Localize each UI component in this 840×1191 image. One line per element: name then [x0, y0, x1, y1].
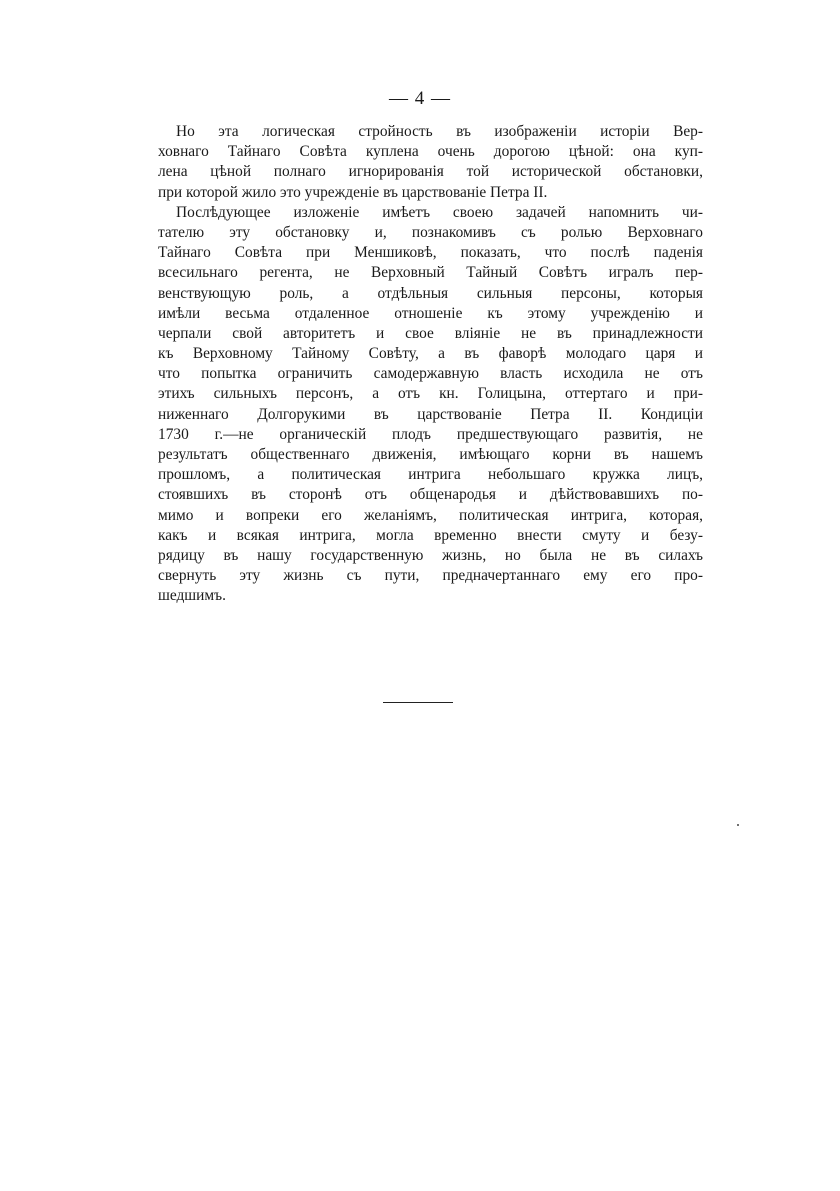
text-line: стоявшихъ въ сторонѣ отъ общенародья и дѣйствовавшихъ по-: [158, 486, 703, 504]
text-line: результатъ общественнаго движенія, имѣющаго корни въ нашемъ: [158, 446, 703, 463]
end-rule: [383, 702, 453, 703]
text-line: тателю эту обстановку и, познакомивъ съ ролью Верховнаго: [158, 223, 703, 241]
text-line: всесильнаго регента, не Верховный Тайный Совѣтъ игралъ пер-: [158, 264, 703, 282]
text-line: черпали свой авторитетъ и свое вліяніе не въ принадлежности: [158, 324, 703, 342]
scan-speck: [737, 824, 739, 826]
paragraph-2: [158, 203, 703, 607]
text-line: при которой жило это учрежденіе въ царствованіе Петра II.: [158, 183, 548, 201]
text-line: этихъ сильныхъ персонъ, а отъ кн. Голицына, оттертаго и при-: [158, 385, 703, 403]
text-line: имѣли весьма отдаленное отношеніе къ этому учрежденію и: [158, 304, 703, 322]
text-line: 1730 г.—не органическій плодъ предшествующаго развитія, не: [158, 425, 703, 443]
text-line: прошломъ, а политическая интрига небольшаго кружка лицъ,: [158, 466, 703, 484]
page-number: — 4 —: [389, 88, 451, 109]
text-line: какъ и всякая интрига, могла временно внести смуту и безу-: [158, 526, 703, 544]
body-text: [158, 122, 703, 607]
text-line: свернуть эту жизнь съ пути, предначертаннаго ему его про-: [158, 567, 703, 585]
text-line: Но эта логическая стройность въ изображеніи исторіи Вер-: [176, 123, 703, 140]
text-line: къ Верховному Тайному Совѣту, а въ фаворѣ молодаго царя и: [158, 345, 703, 363]
text-line: ниженнаго Долгорукими въ царствованіе Петра II. Кондиціи: [158, 405, 703, 423]
text-line: шедшимъ.: [158, 587, 226, 605]
text-line: Тайнаго Совѣта при Меншиковѣ, показать, что послѣ паденія: [158, 244, 703, 262]
text-line: мимо и вопреки его желаніямъ, политическая интрига, которая,: [158, 506, 703, 524]
text-line: что попытка ограничить самодержавную власть исходила не отъ: [158, 365, 703, 383]
text-line: Послѣдующее изложеніе имѣетъ своею задачей напомнить чи-: [176, 203, 703, 221]
text-line: рядицу въ нашу государственную жизнь, но была не въ силахъ: [158, 546, 703, 564]
text-line: ховнаго Тайнаго Совѣта куплена очень дорогою цѣной: она куп-: [158, 143, 703, 161]
text-line: венствующую роль, а отдѣльныя сильныя персоны, которыя: [158, 284, 703, 302]
paragraph-1: [158, 122, 703, 203]
text-line: лена цѣной полнаго игнорированія той исторической обстановки,: [158, 163, 703, 181]
